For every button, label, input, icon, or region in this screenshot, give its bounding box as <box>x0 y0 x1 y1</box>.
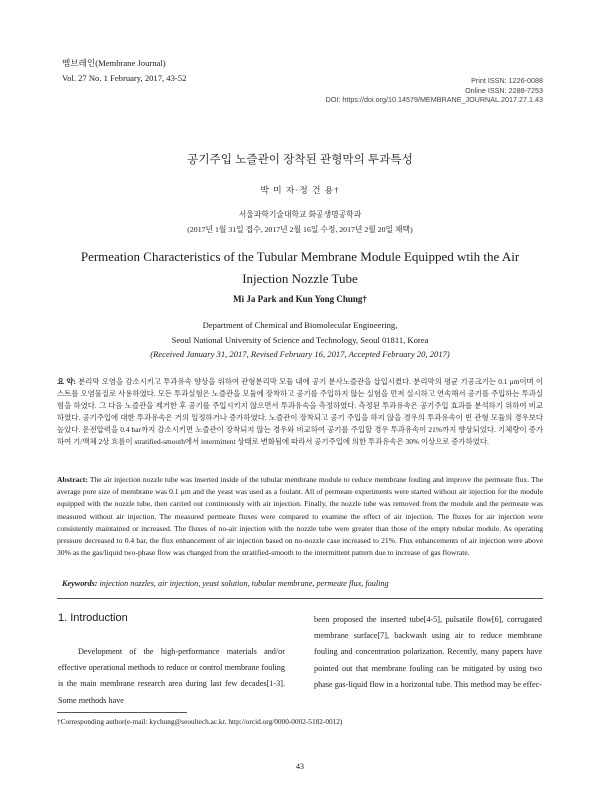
korean-affiliation: 서울과학기술대학교 화공생명공학과 <box>238 210 362 219</box>
korean-abstract-label: 요 약: <box>57 377 76 386</box>
doi-link[interactable]: DOI: https://doi.org/10.14579/MEMBRANE_JOURNAL.2017.27.1.43 <box>325 95 543 105</box>
footnote-divider <box>57 712 187 713</box>
english-abstract <box>57 474 543 559</box>
keywords-text: injection nozzles, air injection, yeast solution, tubular membrane, permeate flux, fouling <box>97 579 389 588</box>
journal-name: 멤브레인(Membrane Journal) <box>62 58 166 68</box>
page-number: 43 <box>296 762 304 771</box>
volume-line: Vol. 27 No. 1 February, 2017, 43-52 <box>62 73 187 83</box>
english-abstract-text: The air injection nozzle tube was inserted inside of the tubular membrane module to reduce membrane fouling and improve the permeate flux. The average pore size of membrane was 0.1 μm and the yeast was used as a foulant. All of permeate experiments were started without air injection for the module equipped with the nozzle tube, then carried out continuously with air injection. Finally, the nozzle tube was removed from the module and the permeate was measured without air injection. The measured permeate fluxes were compared to examine the effect of air injection. The fluxes for air injection were consistently maintained or increased. The fluxes of no-air injection with the nozzle tube were greater than those of the empty tubular module. As operating pressure decreased to 0.4 bar, the flux enhancement of air injection based on no-nozzle case increased to 21%. Flux enhancements of air injection were above 30% as the gas/liquid two-phase flow was changed from the stratified-smooth to the intermittent pattern due to increase of gas flowrate. <box>57 475 543 558</box>
section-divider <box>57 598 543 599</box>
english-affiliation-university: Seoul National University of Science and Technology, Seoul 01811, Korea <box>171 335 429 345</box>
english-authors: Mi Ja Park and Kun Yong Chung† <box>233 294 367 304</box>
english-dates: (Received January 31, 2017, Revised February 16, 2017, Accepted February 20, 2017) <box>150 349 450 359</box>
english-abstract-label: Abstract: <box>57 475 88 484</box>
korean-abstract-text: 분리막 오염을 감소시키고 투과유속 향상을 위하여 관형분리막 모듈 내에 공기 분사노즐관을 삽입시켰다. 분리막의 평균 기공크기는 0.1 μm이며 이스트를 오염물질로 사용하였다. 모든 투과실험은 노즐관을 모듈에 장착하고 공기를 주입하지 않는 실험을 먼저 실시하고 연속해서 공기를 주입하는 투과실험을 하였다. 그 다음 노즐관을 제거한 후 공기를 주입시키지 않으면서 투과유속을 측정하였다. 측정된 투과유속은 공기주입 효과를 분석하기 위하여 비교하였다. 공기주입에 대한 투과유속은 거의 일정하거나 증가하였다. 노즐관이 장착되고 공기 주입을 하지 않을 경우의 투과유속이 빈 관형 모듈의 경우보다 높았다. 운전압력을 0.4 bar까지 감소시키면 노즐관이 장착되지 않는 경우와 비교하여 공기를 주입할 경우 투과유속이 21%까지 향상되었다. 기체량이 증가하여 기/액체 2상 흐름이 stratified-smooth에서 intermittent 상태로 변화됨에 따라서 공기주입에 의한 투과유속은 30% 이상으로 증가하였다. <box>57 377 543 447</box>
korean-dates: (2017년 1월 31일 접수, 2017년 2월 16일 수정, 2017년 2월 20일 채택) <box>187 225 413 234</box>
journal-header <box>62 56 186 86</box>
korean-title: 공기주입 노즐관이 장착된 관형막의 투과특성 <box>187 153 413 166</box>
footnote: †Corresponding author(e-mail: kychung@seoultech.ac.kr, http://orcid.org/0000-0002-5182-0012) <box>57 717 343 726</box>
section-title: 1. Introduction <box>58 612 128 624</box>
keywords <box>62 579 542 588</box>
english-affiliation-department: Department of Chemical and Biomolecular Engineering, <box>202 320 398 330</box>
korean-authors: 박 미 자·정 건 용† <box>260 185 340 195</box>
online-issn: Online ISSN: 2288-7253 <box>465 85 543 95</box>
left-column-text: Development of the high-performance materials and/or effective operational methods to reduce or control membrane fouling is the main membrane research area during last few decades[1-3]. Some methods have <box>58 647 285 705</box>
left-column <box>58 644 285 709</box>
print-issn: Print ISSN: 1226-0088 <box>471 76 543 85</box>
english-title: Permeation Characteristics of the Tubular Membrane Module Equipped wtih the Air Injection Nozzle Tube <box>80 249 520 286</box>
issn-block <box>326 76 543 105</box>
korean-abstract <box>57 376 543 449</box>
keywords-label: Keywords: <box>62 579 98 588</box>
right-column: been proposed the inserted tube[4-5], pulsatile flow[6], corrugated membrane surface[7], backwash using air to reduce membrane fouling and concentration polarization. Recently, many papers have pointed out that membrane fouling can be mitigated by using two phase gas-liquid flow in a horizontal tube. This method may be effec- <box>314 615 542 689</box>
